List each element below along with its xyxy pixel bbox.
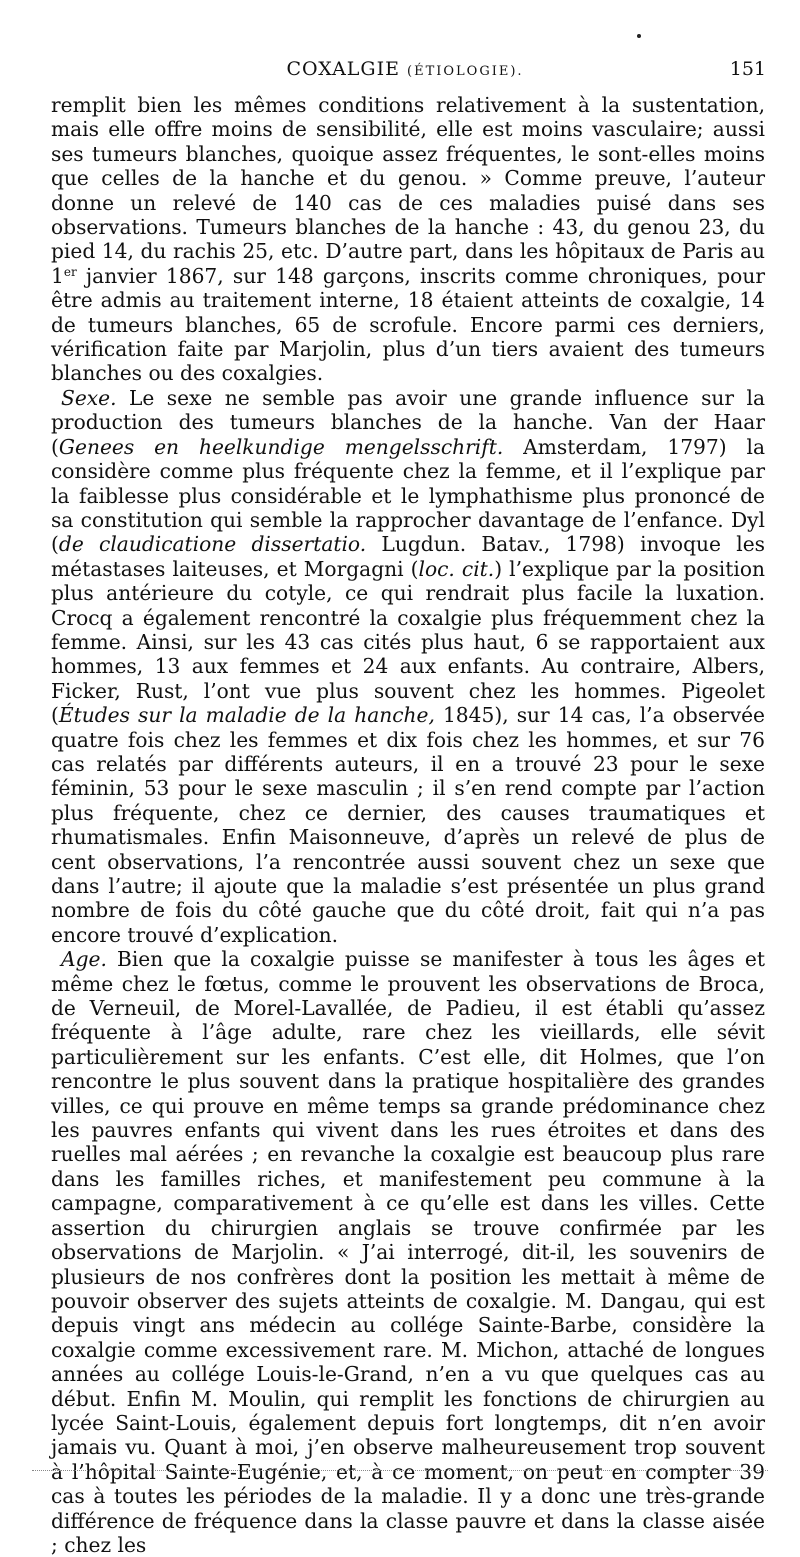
- footer-dotted-rule: [32, 1470, 768, 1471]
- running-header: [44, 58, 766, 84]
- paragraph-text: ) l’explique par la position plus antérieure du cotyle, ce qui rendrait plus facile la luxation. Crocq a également rencontré la coxalgie plus fréquemment chez la femme. Ainsi, sur les 43 cas cités plus haut, 6 se rapportaient aux hommes, 13 aux femmes et 24 aux enfants. Au contraire, Albers, Ficker, Rust, l’ont vue plus souvent chez les hommes. Pigeolet (: [51, 556, 765, 728]
- paragraph-text: 1845), sur 14 cas, l’a observée quatre fois chez les femmes et dix fois chez les hommes, et sur 76 cas relatés par différents auteurs, il en a trouvé 23 pour le sexe féminin, 53 pour le sexe masculin ; il s’en rend compte par l’action plus fréquente, chez ce dernier, des causes traumatiques et rhumatismales. Enfin Maisonneuve, d’après un relevé de plus de cent observations, l’a rencontrée aussi souvent chez un sexe que dans l’autre; il ajoute que la maladie s’est présentée un plus grand nombre de fois du côté gauche que du côté droit, fait qui n’a pas encore trouvé d’explication.: [51, 703, 765, 947]
- reference-title: Études sur la maladie de la hanche,: [58, 703, 435, 728]
- body-text: [51, 93, 765, 1557]
- reference-title: de claudicatione dissertatio.: [58, 532, 367, 557]
- paragraph-text: Bien que la coxalgie puisse se manifester à tous les âges et même chez le fœtus, comme le prouvent les observations de Broca, de Verneuil, de Morel-Lavallée, de Padieu, il est établi qu’assez fréquente à l’âge adulte, rare chez les vieillards, elle sévit particulièrement sur les enfants. C’est elle, dit Holmes, que l’on rencontre le plus souvent dans la pratique hospitalière des grandes villes, ce qui prouve en même temps sa grande prédominance chez les pauvres enfants qui vivent dans les rues étroites et dans des ruelles mal aérées ; en revanche la coxalgie est beaucoup plus rare dans les familles riches, et manifestement peu commune à la campagne, comparativement à ce qu’elle est dans les villes. Cette assertion du chirurgien anglais se trouve confirmée par les observations de Marjolin. « J’ai interrogé, dit-il, les souvenirs de plusieurs de nos confrères dont la position les mettait à même de pouvoir observer des sujets atteints de coxalgie. M. Dangau, qui est depuis vingt ans médecin au collége Sainte-Barbe, considère la coxalgie comme excessivement rare. M. Michon, attaché de longues années au collége Louis-le-Grand, n’en a vu que quelques cas au début. Enfin M. Moulin, qui remplit les fonctions de chirurgien au lycée Saint-Louis, également depuis fort longtemps, dit n’en avoir jamais vu. Quant à moi, j’en observe malheureusement trop souvent à l’hôpital Sainte-Eugénie, et, à ce moment, on peut en compter 39 cas à toutes les périodes de la maladie. Il y a donc une très-grande différence de fréquence dans la classe pauvre et dans la classe aisée ; chez les: [51, 947, 765, 1557]
- running-title-main: COXALGIE: [286, 58, 400, 80]
- paragraph-text: Lugdun. Batav., 1798) invoque les métastases laiteuses, et Morgagni (: [51, 532, 765, 581]
- paragraph-text: Amsterdam, 1797) la considère comme plus fréquente chez la femme, et il l’explique par la faiblesse plus considérable et le lymphathisme plus prononcé de sa constitution qui semble la rapprocher davantage de l’enfance. Dyl (: [51, 434, 765, 557]
- page-number: 151: [729, 58, 766, 80]
- paragraph-text: janvier 1867, sur 148 garçons, inscrits comme chroniques, pour être admis au traitement interne, 18 étaient atteints de coxalgie, 14 de tumeurs blanches, 65 de scrofule. Encore parmi ces derniers, vérification faite par Marjolin, plus d’un tiers avaient des tumeurs blanches ou des coxalgies.: [51, 263, 765, 386]
- section-heading-sexe: Sexe.: [61, 385, 117, 410]
- paragraph-sexe: [51, 386, 765, 947]
- reference-title: loc. cit.: [418, 556, 495, 581]
- print-speck: [637, 34, 641, 38]
- paragraph-text: Le sexe ne semble pas avoir une grande influence sur la production des tumeurs blanches de la hanche. Van der Haar (: [51, 385, 765, 459]
- paragraph-text: remplit bien les mêmes conditions relativement à la sustentation, mais elle offre moins de sensibilité, elle est moins vasculaire; aussi ses tumeurs blanches, quoique assez fréquentes, le sont-elles moins que celles de la hanche et du genou. » Comme preuve, l’auteur donne un relevé de 140 cas de ces maladies puisé dans ses observations. Tumeurs blanches de la hanche : 43, du genou 23, du pied 14, du rachis 25, etc. D’autre part, dans les hôpitaux de Paris au 1: [51, 93, 765, 288]
- paragraph-age: [51, 947, 765, 1557]
- reference-title: Genees en heelkundige mengelsschrift.: [58, 434, 504, 459]
- running-title: [44, 58, 766, 80]
- superscript-ordinal: er: [63, 264, 77, 279]
- paragraph-intro: [51, 93, 765, 386]
- section-heading-age: Age.: [61, 947, 107, 972]
- running-title-sub: (ÉTIOLOGIE).: [407, 64, 524, 79]
